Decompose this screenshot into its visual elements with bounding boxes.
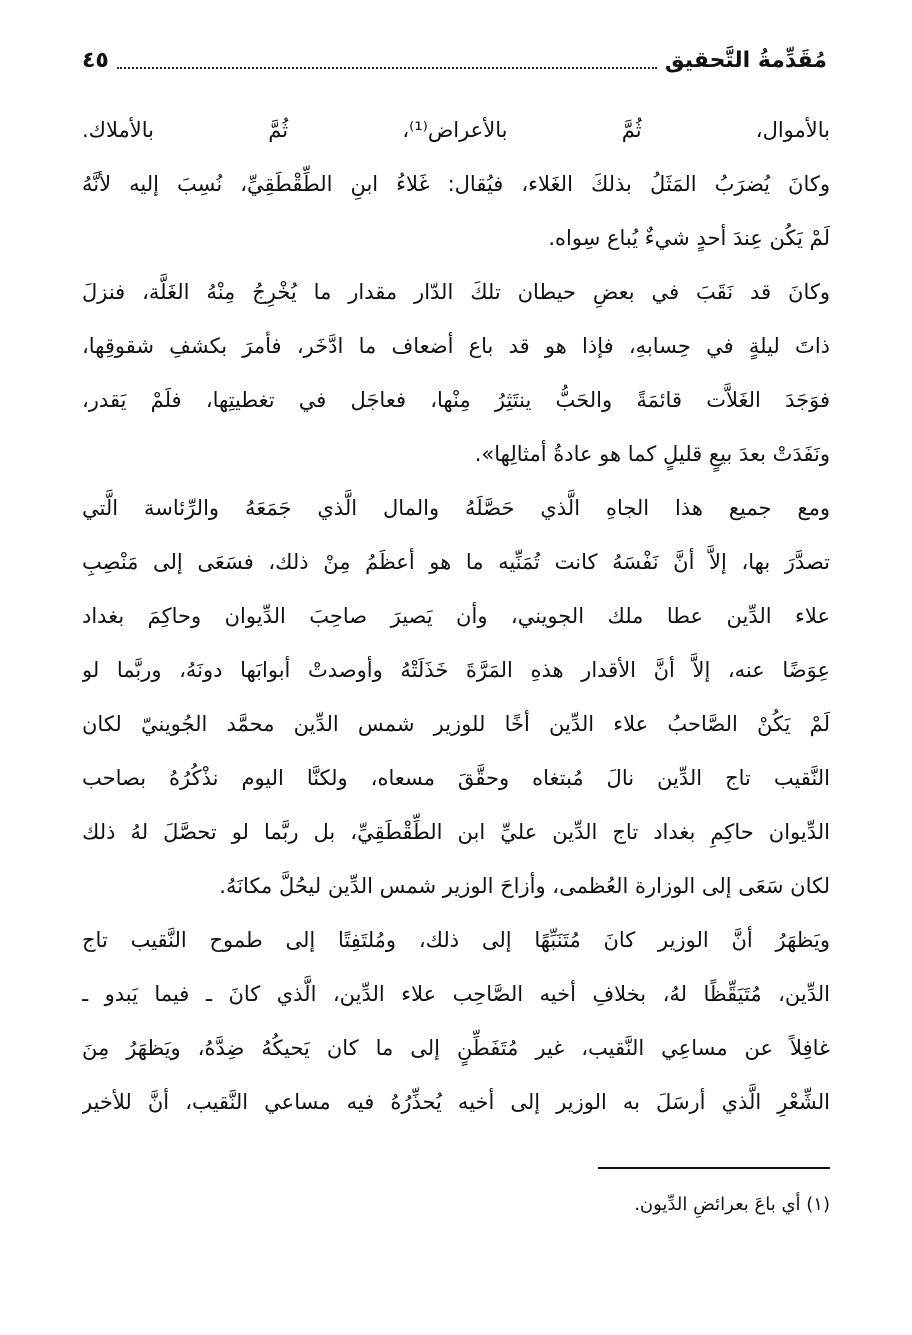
header-title: مُقَدِّمةُ التَّحقيق	[664, 47, 827, 73]
text-line: النَّقيب تاج الدِّين نالَ مُبتغاه وحقَّقَ مسعاه، ولكنَّا اليوم نذْكُرُهُ بصاحب	[82, 766, 830, 790]
text-line: وكانَ قد نَقَبَ في بعضِ حيطان تلكَ الدّار مقدار ما يُخْرِجُ مِنْهُ الغَلَّة، فنزلَ	[82, 280, 830, 304]
body-text	[82, 103, 830, 1129]
text-line: الدِّيوان حاكِمِ بغداد تاج الدِّين عليِّ ابن الطِّقْطَقِيِّ، بل ربَّما لو تحصَّلَ لهُ ذلك	[82, 820, 830, 844]
page-number: ٤٥	[82, 47, 109, 73]
text-line: عِوَضًا عنه، إلاَّ أنَّ الأقدار هذهِ المَرَّةَ خَذَلَتْهُ وأوصدتْ أبوابَها دونَهُ، وربَّما لو	[82, 658, 830, 682]
footnote-separator	[598, 1167, 830, 1169]
text-line: ويَظهَرُ أنَّ الوزير كانَ مُتَنَبِّهًا إلى ذلك، ومُلتَفِتًا إلى طموح النَّقيب تاج	[82, 928, 830, 952]
text-line: تصدَّرَ بها، إلاَّ أنَّ نَفْسَهُ كانت تُمَنِّيه ما هو أعظَمُ مِنْ ذلك، فسَعَى إلى مَنْصِبِ	[82, 550, 830, 574]
text-line: علاء الدِّين عطا ملك الجويني، وأن يَصيرَ صاحِبَ الدِّيوان وحاكِمَ بغداد	[82, 604, 830, 628]
text-line: ونَفَدَتْ بعدَ بيعٍ قليلٍ كما هو عادةُ أمثالِها».	[474, 442, 830, 466]
text-line: الدِّين، مُتَيَقِّظًا لهُ، بخلافِ أخيه الصَّاحِب علاء الدِّين، الَّذي كانَ ـ فيما يَبدو ـ	[82, 982, 830, 1006]
text-line: غافِلاً عن مساعِي النَّقيب، غير مُتَفَطِّنٍ إلى ما كان يَحيكُهُ ضِدَّهُ، ويَظهَرُ مِنَ	[82, 1036, 830, 1060]
text-line: لكان سَعَى إلى الوزارة العُظمى، وأزاحَ الوزير شمس الدِّين ليحُلَّ مكانَهُ.	[219, 874, 830, 898]
running-header	[82, 40, 827, 80]
header-leader-dots	[117, 67, 657, 69]
text-line: فوَجَدَ الغَلاَّت قائمَةً والحَبُّ ينتَثِرُ مِنْها، فعاجَل في تغطيتِها، فلَمْ يَقدر،	[82, 388, 830, 412]
text-line: ذاتَ ليلةٍ في حِسابهِ، فإذا هو قد باع أضعاف ما ادَّخَر، فأمرَ بكشفِ شقوقِها،	[82, 334, 830, 358]
text-line: بالأموال، ثُمَّ بالأعراض⁽¹⁾، ثُمَّ بالأملاك.	[82, 118, 830, 142]
text-line: الشِّعْرِ الَّذي أرسَلَ به الوزير إلى أخيه يُحذِّرُهُ فيه مساعي النَّقيب، أنَّ للأخير	[82, 1090, 830, 1114]
text-line: وكانَ يُضرَبُ المَثَلُ بذلكَ الغَلاء، فيُقال: غَلاءُ ابنِ الطِّقْطَقِيِّ، نُسِبَ إليه لأنَّهُ	[82, 172, 830, 196]
text-line: لَمْ يَكُن عِندَ أحدٍ شيءٌ يُباع سِواه.	[548, 226, 830, 250]
text-line: لَمْ يَكُنْ الصَّاحبُ علاء الدِّين أخًا للوزير شمس الدِّين محمَّد الجُوينيّ لكان	[82, 712, 830, 736]
footnote: (١) أي باعَ بعرائضِ الدِّيون.	[634, 1194, 830, 1215]
text-line: ومع جميع هذا الجاهِ الَّذي حَصَّلَهُ والمال الَّذي جَمَعَهُ والرِّئاسة الَّتي	[82, 496, 830, 520]
